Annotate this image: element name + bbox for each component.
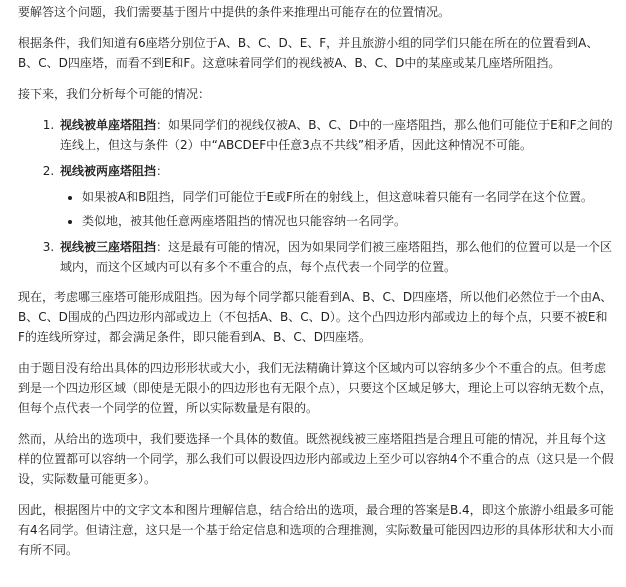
choice-paragraph: 然而，从给出的选项中，我们要选择一个具体的数值。既然视线被三座塔阻挡是合理且可能的情况，并且每个这样的位置都可以容纳一个同学，那么我们可以假设四边形内部或边上至少可以容纳4个不重合的点（这只是一个假设，实际数量可能更多）。 xyxy=(18,432,614,486)
conclusion-paragraph: 因此，根据图片中的文字文本和图片理解信息，结合给出的选项，最合理的答案是B.4，即这个旅游小组最多可能有4名同学。但请注意，这只是一个基于给定信息和选项的合理推测，实际数量可能因四边形的具体形状和大小而有所不同。 xyxy=(18,503,614,557)
case-bullets xyxy=(60,187,614,231)
cases-list xyxy=(18,115,614,277)
analysis-paragraph: 现在，考虑哪三座塔可能形成阻挡。因为每个同学都只能看到A、B、C、D四座塔，所以他们必然位于一个由A、B、C、D围成的凸四边形内部或边上（不包括A、B、C、D）。这个凸四边形内部或边上的每个点，只要不被E和F的连线所穿过，都会满足条件，即只能看到A、B、C、D四座塔。 xyxy=(18,290,613,344)
conditions-paragraph: 根据条件，我们知道有6座塔分别位于A、B、C、D、E、F，并且旅游小组的同学们只能在所在的位置看到A、B、C、D四座塔，而看不到E和F。这意味着同学们的视线被A、B、C、D中的某座或某几座塔所阻挡。 xyxy=(18,36,599,70)
case-text: ：如果同学们的视线仅被A、B、C、D中的一座塔阻挡，那么他们可能位于E和F之间的连线上，但这与条件（2）中“ABCDEF中任意3点不共线”相矛盾，因此这种情况不可能。 xyxy=(60,118,613,152)
case-item-2 xyxy=(58,161,614,231)
case-item-3 xyxy=(58,237,614,277)
case-text: ：这是最有可能的情况，因为如果同学们被三座塔阻挡，那么他们的位置可以是一个区域内，而这个区域内可以有多个不重合的点，每个点代表一个同学的位置。 xyxy=(60,240,613,274)
intro-paragraph: 要解答这个问题，我们需要基于图片中提供的条件来推理出可能存在的位置情况。 xyxy=(18,5,451,19)
infinite-paragraph: 由于题目没有给出具体的四边形形状或大小，我们无法精确计算这个区域内可以容纳多少个不重合的点。但考虑到是一个四边形区域（即使是无限小的四边形也有无限个点），只要这个区域足够大，理论上可以容纳无数个点，但每个点代表一个同学的位置，所以实际数量是有限的。 xyxy=(18,361,613,415)
bullet-item: • 类似地，被其他任意两座塔阻挡的情况也只能容纳一名同学。 xyxy=(82,211,614,231)
next-paragraph: 接下来，我们分析每个可能的情况： xyxy=(18,87,211,101)
case-title: 视线被单座塔阻挡 xyxy=(60,118,157,132)
case-title: 视线被三座塔阻挡 xyxy=(60,240,157,254)
case-title: 视线被两座塔阻挡 xyxy=(60,164,157,178)
case-item-1 xyxy=(58,115,614,155)
bullet-item: • 如果被A和B阻挡，同学们可能位于E或F所在的射线上，但这意味着只能有一名同学在这个位置。 xyxy=(82,187,614,207)
case-text: ： xyxy=(156,164,169,178)
